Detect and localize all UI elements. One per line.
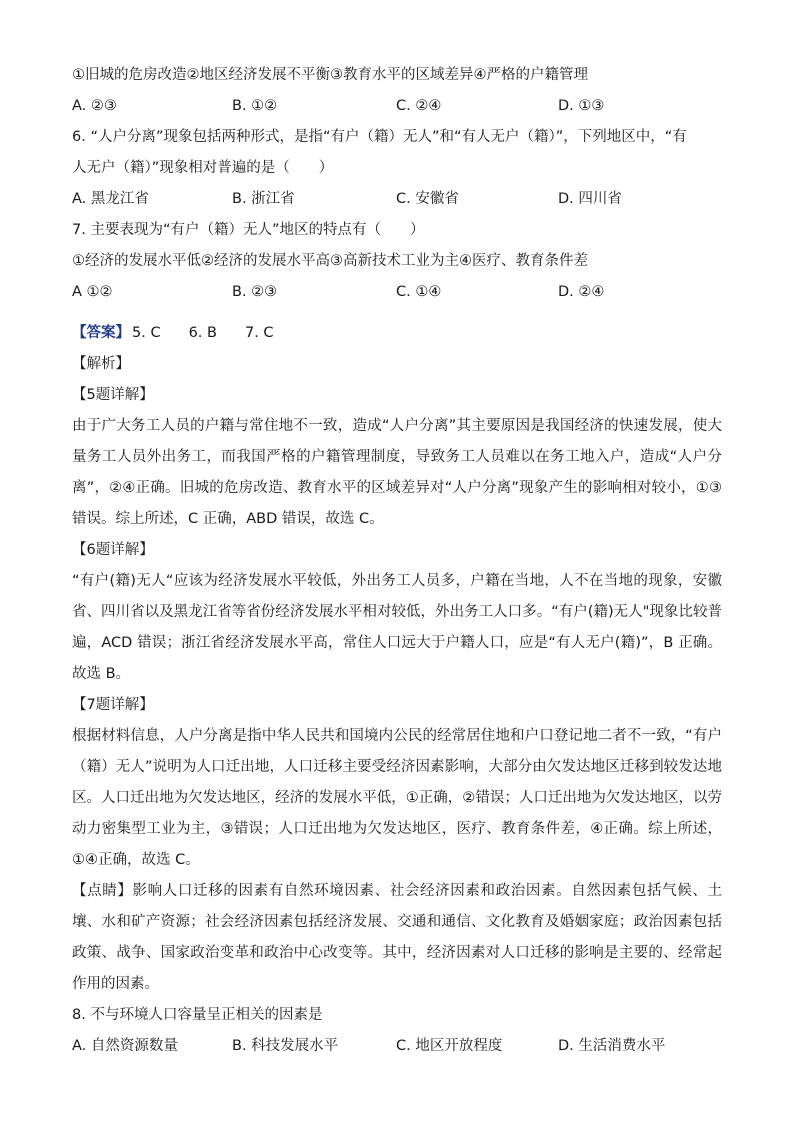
q8-stem: 8. 不与环境人口容量呈正相关的因素是 bbox=[72, 1007, 323, 1023]
dianjing-paragraph bbox=[72, 876, 722, 1000]
q5-option-a: A. ②③ bbox=[72, 98, 117, 114]
q7-option-a: A ①② bbox=[72, 284, 113, 300]
q7-option-b: B. ②③ bbox=[232, 284, 278, 300]
q8-option-a: A. 自然资源数量 bbox=[72, 1038, 178, 1054]
q5-options bbox=[72, 91, 722, 122]
q5-statements: ①旧城的危房改造②地区经济发展不平衡③教育水平的区域差异④严格的户籍管理 bbox=[72, 67, 588, 83]
q5-detail-tag: 【5题详解】 bbox=[72, 387, 154, 403]
answer-line bbox=[72, 318, 722, 349]
q7-options bbox=[72, 277, 722, 308]
answer-6: 6. B bbox=[188, 325, 217, 341]
q6-stem-line-1: 6. “人户分离”现象包括两种形式，是指“有户（籍）无人”和“有人无户（籍）”，下列地区中，“有 bbox=[72, 129, 687, 145]
q5-option-b: B. ①② bbox=[232, 98, 278, 114]
q7-statements: ①经济的发展水平低②经济的发展水平高③高新技术工业为主④医疗、教育条件差 bbox=[72, 253, 588, 269]
document-page bbox=[72, 60, 722, 1062]
q7-option-c: C. ①④ bbox=[396, 284, 442, 300]
q8-option-c: C. 地区开放程度 bbox=[396, 1038, 503, 1054]
answer-7: 7. C bbox=[244, 325, 274, 341]
q5-detail: 由于广大务工人员的户籍与常住地不一致，造成“人户分离”其主要原因是我国经济的快速发展，使大量务工人员外出务工，而我国严格的户籍管理制度，导致务工人员难以在务工地入户，造成“人户分离”，②④正确。旧城的危房改造、教育水平的区域差异对“人户分离”现象产生的影响相对较小，①③错误。综上所述，C 正确，ABD 错误，故选 C。 bbox=[72, 418, 722, 527]
q7-detail: 根据材料信息，人户分离是指中华人民共和国境内公民的经常居住地和户口登记地二者不一致，“有户（籍）无人”说明为人口迁出地，人口迁移主要受经济因素影响，大部分由欠发达地区迁移到较发达地区。人口迁出地为欠发达地区，经济的发展水平低，①正确，②错误；人口迁出地为欠发达地区，以劳动力密集型工业为主，③错误；人口迁出地为欠发达地区，医疗、教育条件差，④正确。综上所述，①④正确，故选 C。 bbox=[72, 728, 722, 868]
q6-options bbox=[72, 184, 722, 215]
q5-option-c: C. ②④ bbox=[396, 98, 442, 114]
q6-option-b: B. 浙江省 bbox=[232, 191, 295, 207]
q8-options bbox=[72, 1031, 722, 1062]
q6-stem-line-2: 人无户（籍）”现象相对普遍的是（ ） bbox=[72, 160, 334, 176]
dianjing-text: 影响人口迁移的因素有自然环境因素、社会经济因素和政治因素。自然因素包括气候、土壤、水和矿产资源；社会经济因素包括经济发展、交通和通信、文化教育及婚姻家庭；政治因素包括政策、战争、国家政治变革和政治中心改变等。其中，经济因素对人口迁移的影响是主要的、经常起作用的因素。 bbox=[72, 883, 723, 992]
q8-option-d: D. 生活消费水平 bbox=[558, 1038, 666, 1054]
q6-option-d: D. 四川省 bbox=[558, 191, 622, 207]
answer-tag: 【答案】 bbox=[72, 325, 130, 341]
q6-option-a: A. 黑龙江省 bbox=[72, 191, 149, 207]
spacer bbox=[72, 308, 722, 318]
q7-stem: 7. 主要表现为“有户（籍）无人”地区的特点有（ ） bbox=[72, 222, 425, 238]
q8-option-b: B. 科技发展水平 bbox=[232, 1038, 339, 1054]
q7-detail-tag: 【7题详解】 bbox=[72, 697, 154, 713]
q6-option-c: C. 安徽省 bbox=[396, 191, 459, 207]
q6-detail: “有户(籍)无人“应该为经济发展水平较低，外出务工人员多，户籍在当地，人不在当地的现象，安徽省、四川省以及黑龙江省等省份经济发展水平相对较低，外出务工人口多。“有户(籍)无人"现象比较普遍，ACD 错误；浙江省经济发展水平高，常住人口远大于户籍人口，应是“有人无户(籍)”，B 正确。故选 B。 bbox=[72, 573, 722, 682]
dianjing-tag: 【点睛】 bbox=[72, 883, 133, 899]
q5-option-d: D. ①③ bbox=[558, 98, 605, 114]
answer-5: 5. C bbox=[132, 325, 161, 341]
analysis-tag: 【解析】 bbox=[72, 356, 130, 372]
q7-option-d: D. ②④ bbox=[558, 284, 605, 300]
q6-detail-tag: 【6题详解】 bbox=[72, 542, 154, 558]
